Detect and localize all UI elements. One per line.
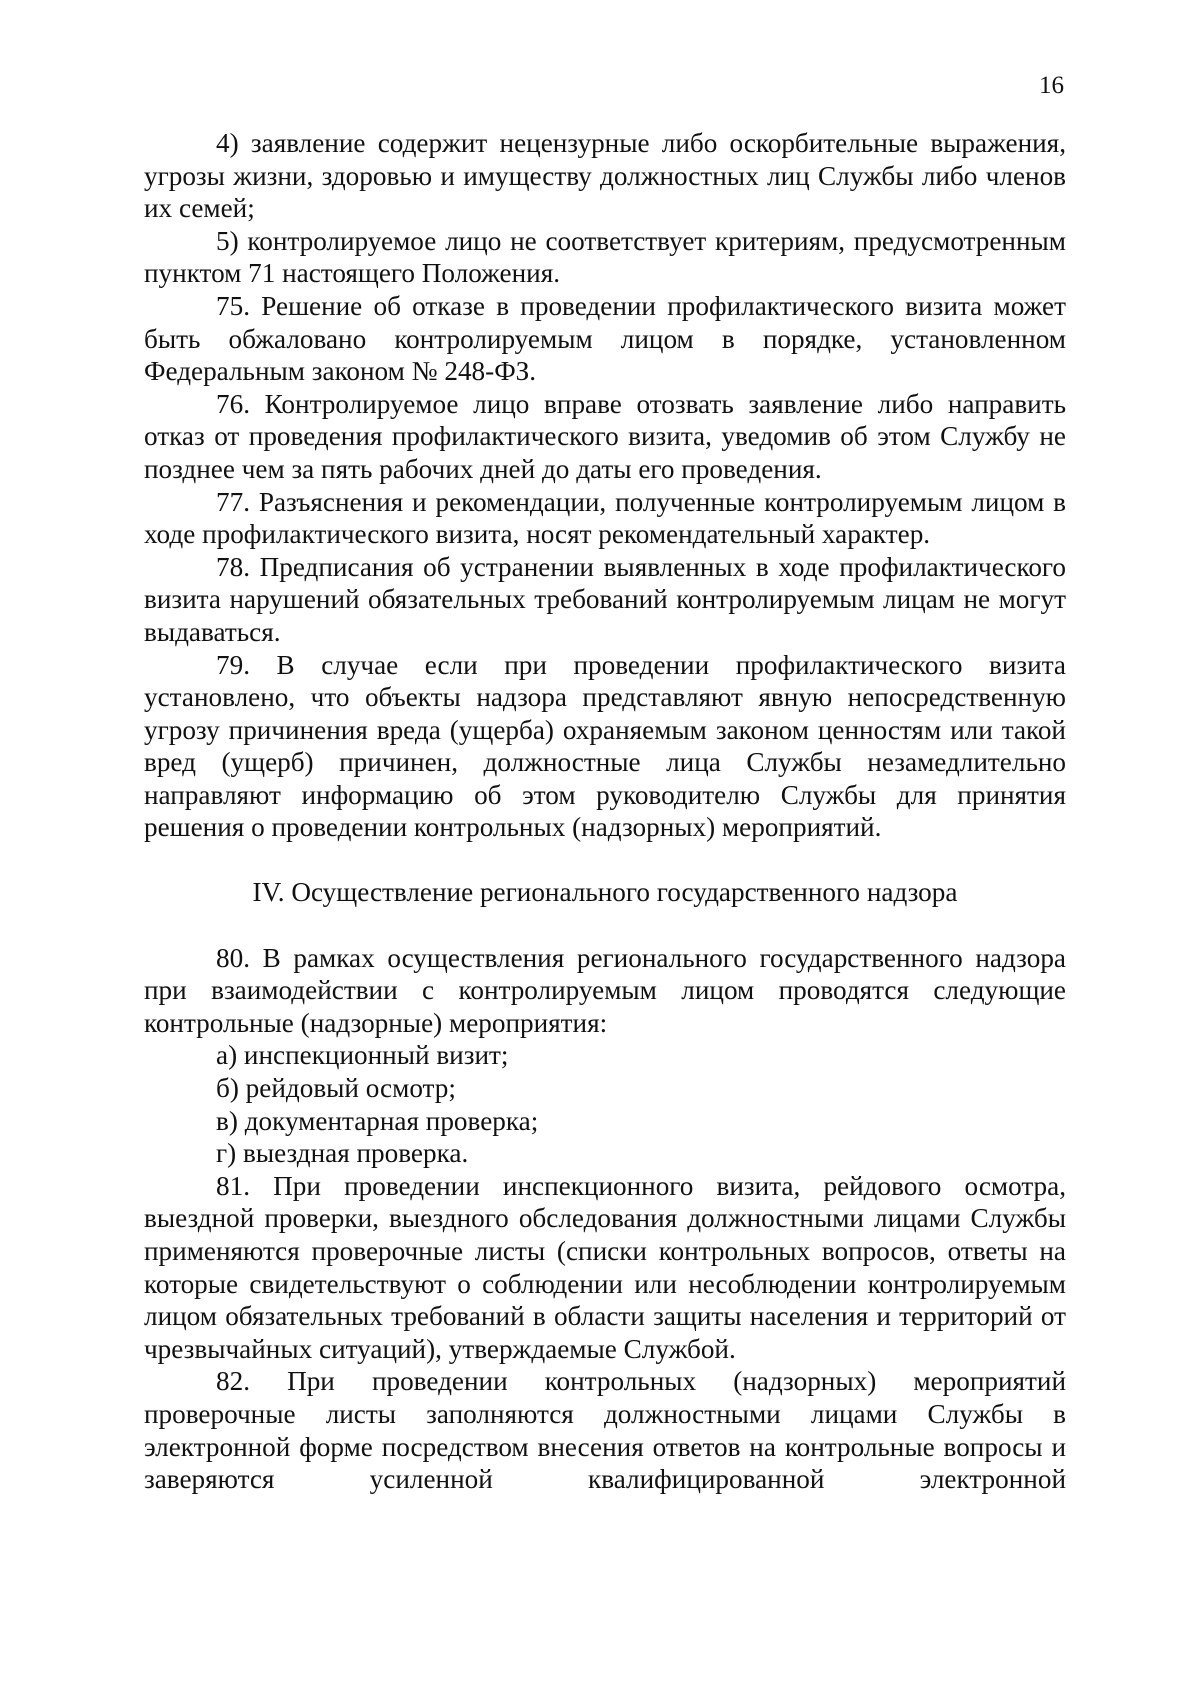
paragraph-79: 79. В случае если при проведении профилактического визита установлено, что объекты надзора представляют явную непосредственную угрозу причинения вреда (ущерба) охраняемым законом ценностям или такой вред (ущерб) причинен, должностные лица Службы незамедлительно направляют информацию об этом руководителю Службы для принятия решения о проведении контрольных (надзорных) мероприятий. <box>144 649 1066 843</box>
paragraph-76: 76. Контролируемое лицо вправе отозвать заявление либо направить отказ от проведения профилактического визита, уведомив об этом Службу не позднее чем за пять рабочих дней до даты его проведения. <box>144 388 1066 484</box>
paragraph-82: 82. При проведении контрольных (надзорных) мероприятий проверочные листы заполняются должностными лицами Службы в электронной форме посредством внесения ответов на контрольные вопросы и заверяются усиленной квалифицированной электронной <box>144 1366 1066 1495</box>
paragraph-78: 78. Предписания об устранении выявленных в ходе профилактического визита нарушений обязательных требований контролируемым лицам не могут выдаваться. <box>144 551 1066 647</box>
paragraph-81: 81. При проведении инспекционного визита, рейдового осмотра, выездной проверки, выездного обследования должностными лицами Службы применяются проверочные листы (списки контрольных вопросов, ответы на которые свидетельствуют о соблюдении или несоблюдении контролируемым лицом обязательных требований в области защиты населения и территорий от чрезвычайных ситуаций), утверждаемые Службой. <box>144 1170 1066 1364</box>
paragraph-77: 77. Разъяснения и рекомендации, полученные контролируемым лицом в ходе профилактического визита, носят рекомендательный характер. <box>144 486 1066 550</box>
document-body <box>144 127 1066 1496</box>
section-heading: IV. Осуществление регионального государственного надзора <box>252 877 958 908</box>
paragraph-75: 75. Решение об отказе в проведении профилактического визита может быть обжаловано контролируемым лицом в порядке, установленном Федеральным законом № 248-ФЗ. <box>144 290 1066 387</box>
paragraph-item-5: 5) контролируемое лицо не соответствует критериям, предусмотренным пунктом 71 настоящего Положения. <box>144 225 1066 289</box>
list-item-a: а) инспекционный визит; <box>216 1040 509 1071</box>
page-number: 16 <box>1039 72 1064 99</box>
paragraph-80: 80. В рамках осуществления регионального государственного надзора при взаимодействии с контролируемым лицом проводятся следующие контрольные (надзорные) мероприятия: <box>144 942 1066 1038</box>
paragraph-item-4: 4) заявление содержит нецензурные либо оскорбительные выражения, угрозы жизни, здоровью и имуществу должностных лиц Службы либо членов их семей; <box>144 128 1066 224</box>
list-item-b: б) рейдовый осмотр; <box>216 1073 456 1104</box>
list-item-c: в) документарная проверка; <box>216 1105 539 1136</box>
list-item-d: г) выездная проверка. <box>216 1138 469 1169</box>
